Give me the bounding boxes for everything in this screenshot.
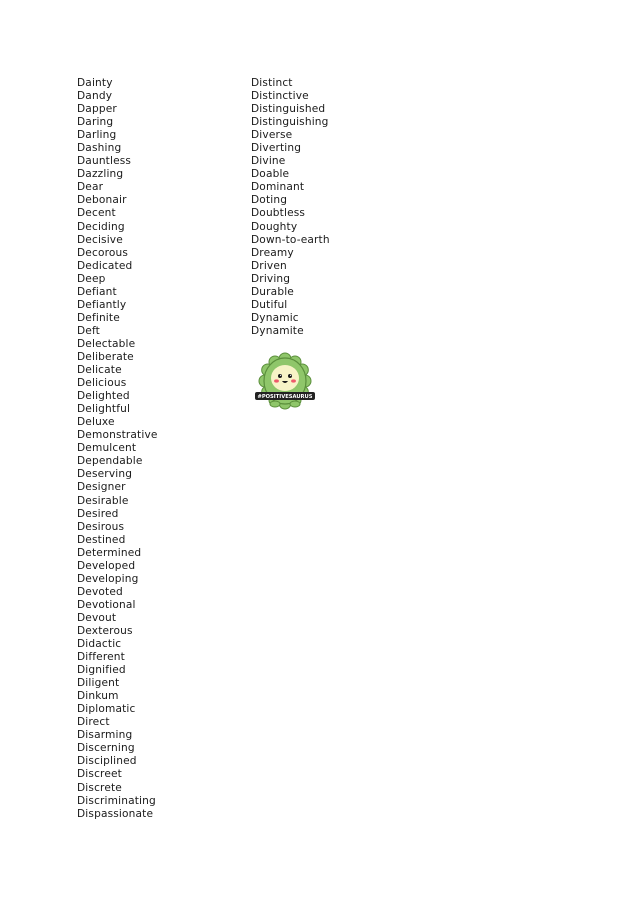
word-list-item: Desirable xyxy=(77,494,129,507)
word-list-item: Determined xyxy=(77,546,142,559)
word-list-item: Doubtless xyxy=(251,207,306,220)
word-list-item: Defiant xyxy=(77,285,117,298)
word-list-item: Dinkum xyxy=(77,690,119,703)
word-list-item: Discrete xyxy=(77,781,122,794)
word-list-item: Deft xyxy=(77,324,100,337)
word-list-item: Didactic xyxy=(77,638,122,651)
word-list-item: Definite xyxy=(77,311,120,324)
mascot-cheek-left xyxy=(274,379,279,382)
word-list-item: Delicate xyxy=(77,364,122,377)
mascot-face xyxy=(271,365,299,391)
word-list-item: Different xyxy=(77,651,125,664)
word-list-item: Driving xyxy=(251,272,291,285)
turtle-mascot-graphic xyxy=(253,349,317,413)
mascot-foot-right xyxy=(290,401,300,407)
word-list-item: Developing xyxy=(77,572,139,585)
word-list-item: Driven xyxy=(251,259,287,272)
word-list-item: Delectable xyxy=(77,337,136,350)
word-list-item: Dapper xyxy=(77,103,117,116)
word-list-left-column xyxy=(77,77,158,821)
word-list-item: Deep xyxy=(77,272,106,285)
word-list-item: Distinguishing xyxy=(251,116,329,129)
word-list-item: Demonstrative xyxy=(77,429,158,442)
word-list-item: Dashing xyxy=(77,142,122,155)
word-list-item: Divine xyxy=(251,155,286,168)
word-list-item: Dynamite xyxy=(251,324,304,337)
word-list-item: Dainty xyxy=(77,77,113,89)
turtle-mascot-icon xyxy=(253,349,317,413)
word-list-item: Down-to-earth xyxy=(251,233,330,246)
word-list-item: Distinguished xyxy=(251,103,326,116)
word-list-item: Daring xyxy=(77,116,114,129)
word-list-item: Doughty xyxy=(251,220,298,233)
word-list-item: Decent xyxy=(77,207,116,220)
word-list-item: Durable xyxy=(251,285,294,298)
word-list-item: Demulcent xyxy=(77,442,137,455)
word-list-item: Distinctive xyxy=(251,90,309,103)
word-list-item: Developed xyxy=(77,559,136,572)
word-list-item: Delightful xyxy=(77,403,131,416)
word-list-item: Dandy xyxy=(77,90,113,103)
word-list-item: Dignified xyxy=(77,664,126,677)
word-list-right-column xyxy=(251,77,330,338)
word-list-item: Dazzling xyxy=(77,168,124,181)
word-list-item: Darling xyxy=(77,129,117,142)
word-list-item: Deserving xyxy=(77,468,133,481)
word-list-item: Dear xyxy=(77,181,104,194)
word-list-item: Dominant xyxy=(251,181,305,194)
word-list-item: Deliberate xyxy=(77,350,134,363)
word-list-item: Designer xyxy=(77,481,126,494)
word-list-item: Doting xyxy=(251,194,288,207)
mascot-foot-left xyxy=(270,401,280,407)
word-list-item: Devoted xyxy=(77,585,123,598)
word-list-item: Debonair xyxy=(77,194,127,207)
word-list-item: Delicious xyxy=(77,377,127,390)
word-list-item: Discerning xyxy=(77,742,135,755)
mascot-eye-glint-left xyxy=(280,375,281,376)
word-list-item: Destined xyxy=(77,533,126,546)
word-list-item: Defiantly xyxy=(77,298,127,311)
word-list-item: Distinct xyxy=(251,77,293,89)
word-list-item: Desirous xyxy=(77,520,125,533)
word-list-item: Dexterous xyxy=(77,624,133,637)
word-list-item: Dreamy xyxy=(251,246,294,259)
word-list-item: Diligent xyxy=(77,677,120,690)
word-list-item: Discriminating xyxy=(77,794,156,807)
word-list-item: Doable xyxy=(251,168,290,181)
word-list-item: Diplomatic xyxy=(77,703,136,716)
word-list-item: Deluxe xyxy=(77,416,115,429)
word-list-item: Decisive xyxy=(77,233,123,246)
mascot-eye-right xyxy=(288,374,292,378)
word-list-item: Dauntless xyxy=(77,155,132,168)
mascot-eye-glint-right xyxy=(290,375,291,376)
mascot-banner-text: #POSITIVESAURUS xyxy=(257,394,313,401)
word-list-item: Diverse xyxy=(251,129,293,142)
word-list-item: Devotional xyxy=(77,598,136,611)
word-list-item: Devout xyxy=(77,611,117,624)
word-list-item: Discreet xyxy=(77,768,122,781)
word-list-item: Dispassionate xyxy=(77,807,154,820)
word-list-item: Dutiful xyxy=(251,298,288,311)
word-list-item: Disciplined xyxy=(77,755,137,768)
mascot-eye-left xyxy=(278,374,282,378)
word-list-item: Dynamic xyxy=(251,311,299,324)
word-list-item: Dedicated xyxy=(77,259,133,272)
word-list-item: Diverting xyxy=(251,142,302,155)
word-list-item: Deciding xyxy=(77,220,125,233)
mascot-cheek-right xyxy=(291,379,296,382)
word-list-item: Direct xyxy=(77,716,110,729)
word-list-item: Delighted xyxy=(77,390,130,403)
word-list-item: Desired xyxy=(77,507,119,520)
word-list-item: Disarming xyxy=(77,729,133,742)
word-list-item: Dependable xyxy=(77,455,143,468)
word-list-item: Decorous xyxy=(77,246,129,259)
